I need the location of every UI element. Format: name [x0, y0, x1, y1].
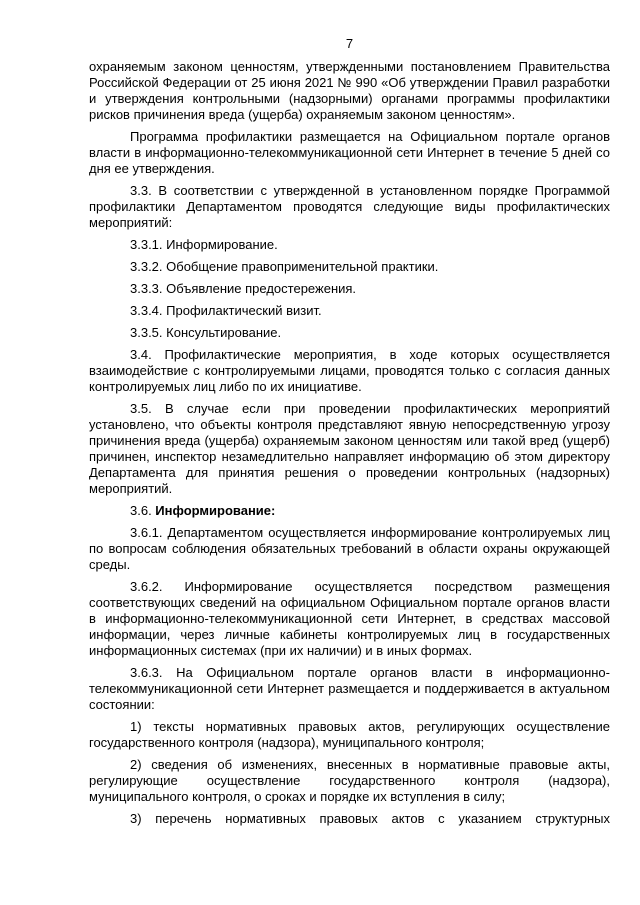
- paragraph-3-6-1: 3.6.1. Департаментом осуществляется информирование контролируемых лиц по вопросам соблюдения обязательных требований в области охраны окружающей среды.: [89, 525, 610, 572]
- list-item-1: 1) тексты нормативных правовых актов, регулирующих осуществление государственного контроля (надзора), муниципального контроля;: [89, 719, 610, 750]
- list-item-3-3-1: 3.3.1. Информирование.: [130, 237, 278, 252]
- heading-3-6-number: 3.6.: [130, 503, 156, 518]
- list-item-3: 3) перечень нормативных правовых актов с указанием структурных: [130, 811, 610, 826]
- list-item-3-3-4: 3.3.4. Профилактический визит.: [130, 303, 322, 318]
- page-number: 7: [345, 36, 354, 51]
- paragraph-3-3: 3.3. В соответствии с утвержденной в установленном порядке Программой профилактики Департаментом проводятся следующие виды профилактических мероприятий:: [89, 183, 610, 230]
- paragraph-program-placement: Программа профилактики размещается на Официальном портале органов власти в информационно-телекоммуникационной сети Интернет в течение 5 дней со дня ее утверждения.: [89, 129, 610, 176]
- paragraph-3-5: 3.5. В случае если при проведении профилактических мероприятий установлено, что объекты контроля представляют явную непосредственную угрозу причинения вреда (ущерба) охраняемым законом ценностям или такой вред (ущерб) причинен, инспектор незамедлительно направляет информацию об этом директору Департамента для принятия решения о проведении контрольных (надзорных) мероприятий.: [89, 401, 610, 496]
- heading-3-6: [89, 503, 610, 519]
- list-item-3-3-5: 3.3.5. Консультирование.: [130, 325, 282, 340]
- heading-3-6-title: Информирование:: [155, 503, 276, 518]
- paragraph-3-6-2: 3.6.2. Информирование осуществляется посредством размещения соответствующих сведений на официальном Официальном портале органов власти в информационно-телекоммуникационной сети Интернет, в средствах массовой информации, через личные кабинеты контролируемых лиц в государственных информационных системах (при их наличии) и в иных формах.: [89, 579, 610, 658]
- list-item-3-3-2: 3.3.2. Обобщение правоприменительной практики.: [130, 259, 439, 274]
- list-item-2: 2) сведения об изменениях, внесенных в нормативные правовые акты, регулирующие осуществление государственного контроля (надзора), муниципального контроля, о сроках и порядке их вступления в силу;: [89, 757, 610, 804]
- paragraph-3-6-3: 3.6.3. На Официальном портале органов власти в информационно-телекоммуникационной сети Интернет размещается и поддерживается в актуальном состоянии:: [89, 665, 610, 712]
- paragraph-continuation: охраняемым законом ценностям, утвержденными постановлением Правительства Российской Федерации от 25 июня 2021 № 990 «Об утверждении Правил разработки и утверждения контрольными (надзорными) органами программы профилактики рисков причинения вреда (ущерба) охраняемым законом ценностям».: [89, 59, 610, 122]
- paragraph-3-4: 3.4. Профилактические мероприятия, в ходе которых осуществляется взаимодействие с контролируемыми лицами, проводятся только с согласия данных контролируемых лиц либо по их инициативе.: [89, 347, 610, 394]
- list-item-3-3-3: 3.3.3. Объявление предостережения.: [130, 281, 357, 296]
